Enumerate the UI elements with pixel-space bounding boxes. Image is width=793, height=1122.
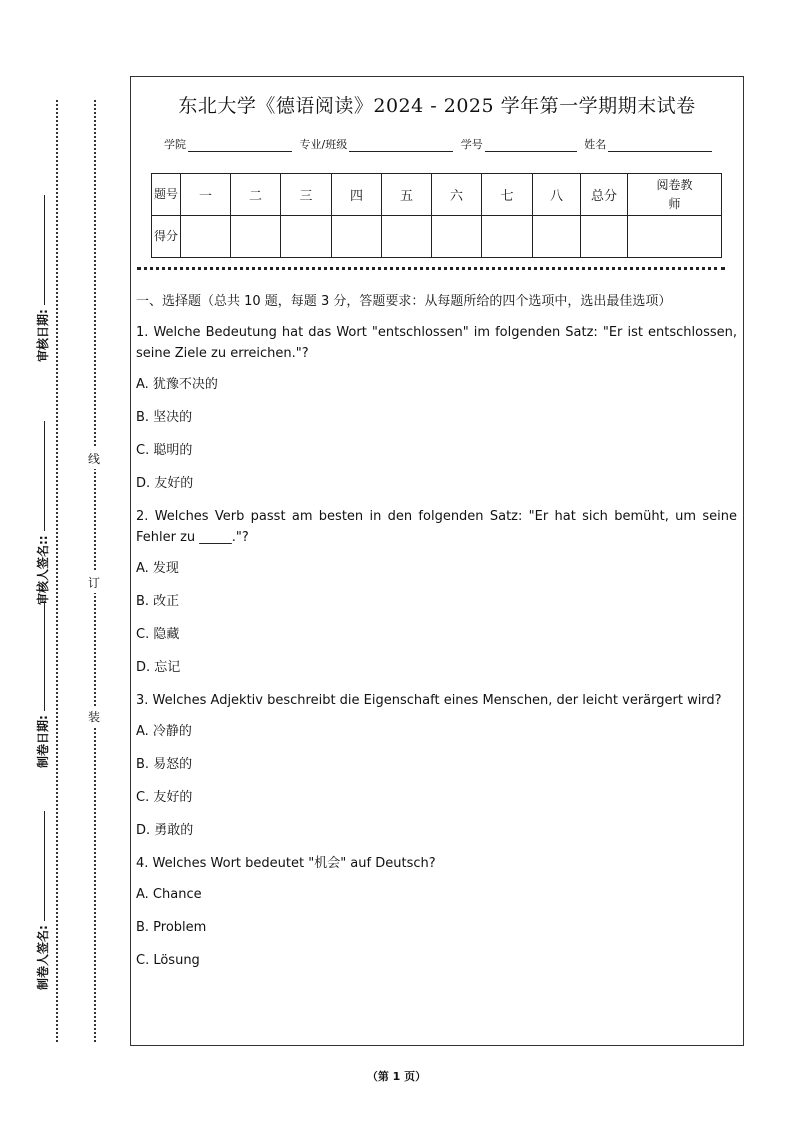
header-dotted-divider <box>137 267 725 270</box>
student-id-label: 学号 <box>460 138 483 151</box>
score-cell[interactable] <box>231 216 281 258</box>
score-label: 得分 <box>152 216 181 258</box>
review-date-label: 审核日期: <box>34 195 51 362</box>
score-cell[interactable] <box>382 216 432 258</box>
option: D. 友好的 <box>136 476 194 491</box>
option: A. 发现 <box>136 561 179 576</box>
col-header: 四 <box>332 174 382 216</box>
binding-char-order: 订 <box>88 572 100 593</box>
major-field[interactable] <box>349 139 453 152</box>
option: C. Lösung <box>136 953 200 968</box>
college-label: 学院 <box>164 138 186 151</box>
question-number-label: 题号 <box>152 174 181 216</box>
page-number: （第 1 页） <box>366 1070 427 1083</box>
margin-dotted-line-inner <box>94 100 96 1042</box>
review-sign-line <box>43 421 45 531</box>
score-cell-grader[interactable] <box>628 216 722 258</box>
review-sign-label: 审核人签名:: <box>34 421 51 605</box>
binding-char-bind: 装 <box>88 706 100 727</box>
score-cell[interactable] <box>181 216 231 258</box>
make-date-line <box>43 601 45 711</box>
col-header: 三 <box>281 174 332 216</box>
student-id-field[interactable] <box>485 139 577 152</box>
score-cell[interactable] <box>432 216 482 258</box>
name-label: 姓名 <box>584 138 607 151</box>
option: B. 坚决的 <box>136 410 193 425</box>
score-cell[interactable] <box>482 216 533 258</box>
option: B. Problem <box>136 920 207 935</box>
option: C. 隐藏 <box>136 627 180 642</box>
option: A. 犹豫不决的 <box>136 377 218 392</box>
question-text: 3. Welches Adjektiv beschreibt die Eigenschaft eines Menschen, der leicht verärgert wird? <box>136 693 722 708</box>
option: A. 冷静的 <box>136 724 192 739</box>
col-header: 二 <box>231 174 281 216</box>
score-cell[interactable] <box>533 216 581 258</box>
question-text: 2. Welches Verb passt am besten in den folgenden Satz: "Er hat sich bemüht, um seine Fehler zu _____."? <box>136 509 737 545</box>
option: B. 易怒的 <box>136 757 193 772</box>
option: D. 忘记 <box>136 660 181 675</box>
major-label: 专业/班级 <box>299 138 348 151</box>
option: C. 聪明的 <box>136 443 193 458</box>
review-date-line <box>43 195 45 305</box>
score-cell[interactable] <box>281 216 332 258</box>
margin-dotted-line-outer <box>56 100 58 1042</box>
section-title: 一、选择题（总共 10 题，每题 3 分，答题要求：从每题所给的四个选项中，选出最佳选项） <box>136 294 672 309</box>
score-table-score-row <box>152 216 722 258</box>
student-info-row <box>164 136 743 152</box>
score-table-header-row <box>152 174 722 216</box>
make-sign-line <box>43 811 45 921</box>
question-text: 1. Welche Bedeutung hat das Wort "entschlossen" im folgenden Satz: "Er ist entschlossen, seine Ziele zu erreichen."? <box>136 325 737 361</box>
option: A. Chance <box>136 887 202 902</box>
name-field[interactable] <box>608 139 712 152</box>
college-field[interactable] <box>188 139 292 152</box>
score-cell-total[interactable] <box>581 216 628 258</box>
option: D. 勇敢的 <box>136 823 194 838</box>
col-header-total: 总分 <box>581 174 628 216</box>
question-text: 4. Welches Wort bedeutet "机会" auf Deutsch? <box>136 856 436 871</box>
col-header: 八 <box>533 174 581 216</box>
score-cell[interactable] <box>332 216 382 258</box>
score-table <box>151 173 722 258</box>
exam-title: 东北大学《德语阅读》2024 - 2025 学年第一学期期末试卷 <box>178 95 696 117</box>
option: C. 友好的 <box>136 790 193 805</box>
option: B. 改正 <box>136 594 180 609</box>
col-header: 一 <box>181 174 231 216</box>
col-header-grader: 阅卷教师 <box>628 174 722 216</box>
exam-frame <box>130 76 744 1046</box>
make-sign-label: 制卷人签名: <box>34 811 51 990</box>
col-header: 七 <box>482 174 533 216</box>
make-date-label: 制卷日期: <box>34 601 51 768</box>
col-header: 五 <box>382 174 432 216</box>
col-header: 六 <box>432 174 482 216</box>
exam-content <box>136 291 737 983</box>
binding-char-line: 线 <box>88 448 100 469</box>
